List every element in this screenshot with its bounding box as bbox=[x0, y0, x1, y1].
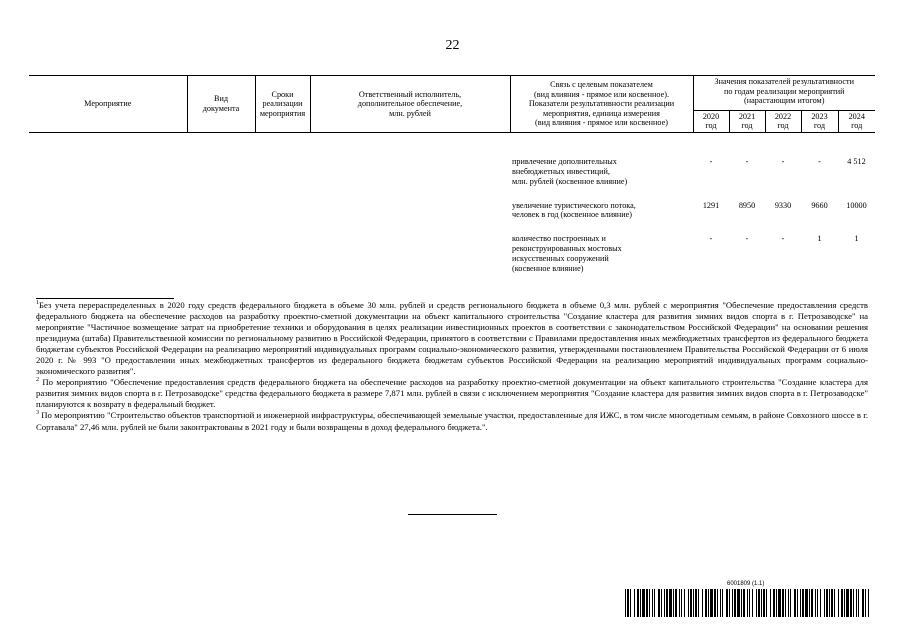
header-year: 2022 год bbox=[765, 110, 801, 132]
header-link: Связь с целевым показателем (вид влияния - прямое или косвенное). Показатели результативности реализации мероприятия, единица измерения (вид влияния - прямое или косвенное) bbox=[510, 76, 693, 133]
indicator-cell: количество построенных и реконструированных мостовых искусственных сооружений (косвенное влияние) bbox=[512, 234, 622, 273]
table-row bbox=[29, 220, 875, 273]
footnote-text: По мероприятию "Обеспечение предоставления средств федерального бюджета на обеспечение расходов на разработку проектно-сметной документации на объект капитального строительства "Создание кластера для развития зимних видов спорта в г. Петрозаводске" средства федерального бюджета в размере 7,871 млн. рублей в связи с исключением мероприятия "Создание кластера для развития зимних видов спорта в г. Петрозаводске" планируются к возврату в федеральный бюджет. bbox=[36, 377, 869, 410]
table-row bbox=[29, 132, 875, 186]
footnote-divider bbox=[36, 298, 174, 299]
header-values: Значения показателей результативности по годам реализации мероприятий (нарастающим итогом) bbox=[693, 76, 875, 111]
footnote-text: Без учета перераспределенных в 2020 году средств федерального бюджета в объеме 30 млн. рублей и средств регионального бюджета в объеме 0,3 млн. рублей с мероприятия "Обеспечение предоставления средств федерального бюджета на обеспечение расходов на разработку проектно-сметной документации на объект капитального строительства "Создание кластера для развития зимних видов спорта в г. Петрозаводске" на мероприятие "Частичное возмещение затрат на приобретение техники и оборудования в целях реализации инвестиционных проектов в соответствии с законодательством Российской Федерации" на основании решения президиума (штаба) Правительственной комиссии по региональному развитию в Российской Федерации, принятого в соответствии с Правилами предоставления иных межбюджетных трансфертов из федерального бюджета бюджетам субъектов Российской Федерации на реализацию мероприятий индивидуальных программ социально-экономического развития, утвержденными постановлением Правительства Российской Федерации от 6 июля 2020 г. № 993 "О предоставлении иных межбюджетных трансфертов из федерального бюджета бюджетам субъектов Российской Федерации на реализацию мероприятий индивидуальных программ социально-экономического развития". bbox=[36, 300, 868, 377]
header-terms: Сроки реализации мероприятия bbox=[255, 76, 310, 133]
footnote-mark: 1 bbox=[36, 300, 39, 307]
header-executor: Ответственный исполнитель, дополнительное обеспечение, млн. рублей bbox=[310, 76, 510, 133]
header-year: 2020 год bbox=[693, 110, 729, 132]
value-cell: 1 bbox=[854, 234, 859, 244]
value-cell: - bbox=[709, 156, 713, 166]
value-cell: 9330 bbox=[774, 200, 792, 210]
indicator-cell: привлечение дополнительных внебюджетных инвестиций, млн. рублей (косвенное влияние) bbox=[512, 156, 628, 186]
indicator-cell: увеличение туристического потока, человек в год (косвенное влияние) bbox=[512, 200, 636, 220]
value-cell: - bbox=[818, 156, 821, 166]
value-cell: 4 512 bbox=[847, 156, 866, 166]
value-cell: 1 bbox=[817, 234, 822, 244]
value-cell: - bbox=[781, 156, 785, 166]
footnotes bbox=[36, 300, 868, 433]
footnote-mark: 2 bbox=[36, 377, 39, 384]
table-row bbox=[29, 187, 875, 221]
footnote-mark: 3 bbox=[36, 410, 39, 417]
footnote bbox=[36, 410, 868, 432]
header-doc-type: Вид документа bbox=[187, 76, 255, 133]
indicators-table bbox=[29, 75, 875, 274]
barcode-image bbox=[625, 589, 869, 617]
separator-line bbox=[408, 514, 497, 515]
value-cell: - bbox=[781, 234, 785, 244]
value-cell: - bbox=[745, 156, 749, 166]
footnote-text: По мероприятию "Строительство объектов транспортной и инженерной инфраструктуры, обеспечивающей земельные участки, предоставленные для ИЖС, в том числе многодетным семьям, в районе Совхозного шоссе в г. Сортавала" 27,46 млн. рублей не были законтрактованы в 2021 году и были возвращены в доход федерального бюджета.". bbox=[36, 410, 869, 432]
header-year: 2023 год bbox=[801, 110, 838, 132]
value-cell: 8950 bbox=[738, 200, 756, 210]
value-cell: - bbox=[745, 234, 749, 244]
footnote bbox=[36, 300, 868, 377]
header-year: 2024 год bbox=[838, 110, 875, 132]
value-cell: 1291 bbox=[702, 200, 720, 210]
header-event: Мероприятие bbox=[29, 76, 187, 133]
value-cell: 9660 bbox=[811, 200, 828, 210]
header-year: 2021 год bbox=[729, 110, 765, 132]
value-cell: 10000 bbox=[846, 200, 867, 210]
footnote bbox=[36, 377, 868, 410]
value-cell: - bbox=[709, 234, 713, 244]
document-code: 6001809 (1.1) bbox=[727, 581, 765, 587]
page-number: 22 bbox=[445, 38, 460, 53]
